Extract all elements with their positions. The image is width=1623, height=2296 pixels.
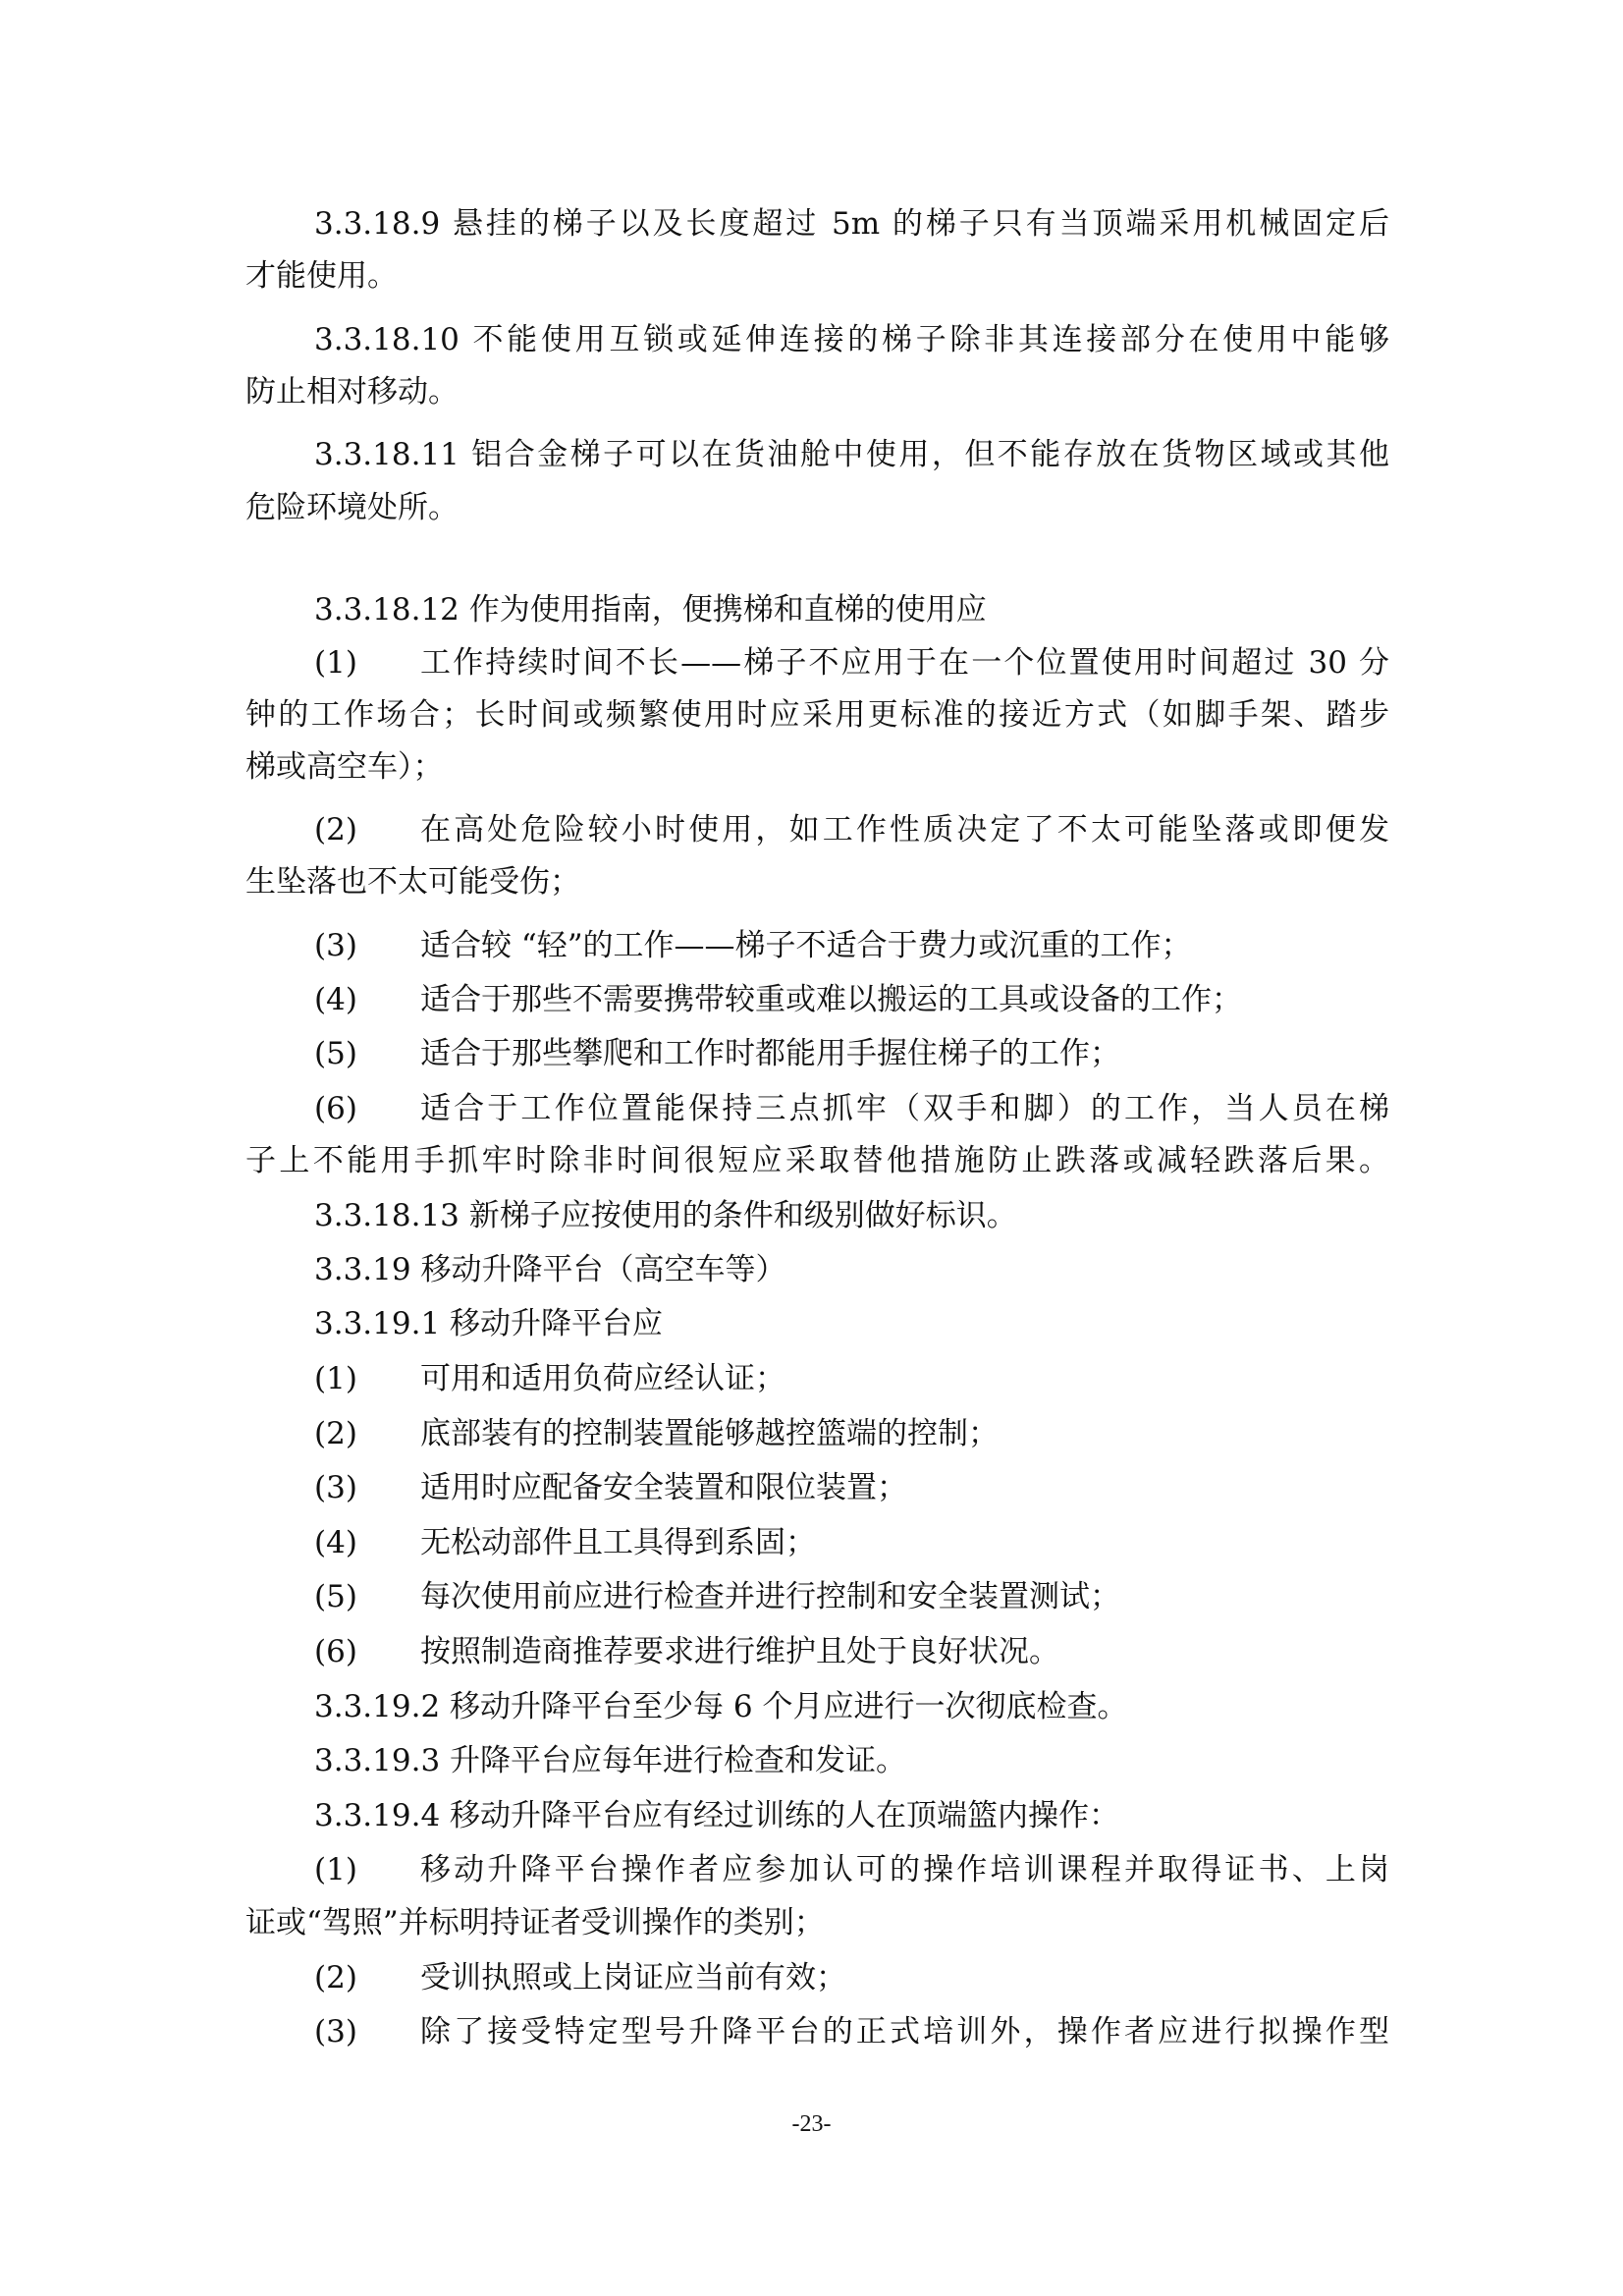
paragraph-line: 子上不能用手抓牢时除非时间很短应采取替他措施防止跌落或减轻跌落后果。: [245, 1143, 1389, 1178]
list-item-text: 在高处危险较小时使用，如工作性质决定了不太可能坠落或即便发: [420, 812, 1389, 847]
list-marker: (3): [314, 1470, 357, 1505]
list-item-text: 无松动部件且工具得到系固；: [420, 1525, 816, 1560]
paragraph-line: 3.3.19.1 移动升降平台应: [314, 1306, 664, 1341]
paragraph-line: 3.3.18.9 悬挂的梯子以及长度超过 5m 的梯子只有当顶端采用机械固定后: [314, 206, 1389, 242]
list-marker: (1): [314, 1852, 357, 1887]
list-item-text: 适用时应配备安全装置和限位装置；: [420, 1470, 907, 1505]
list-marker: (6): [314, 1091, 357, 1126]
list-marker: (2): [314, 1416, 357, 1451]
section-heading: 3.3.19 移动升降平台（高空车等）: [314, 1252, 786, 1287]
paragraph-line: 3.3.19.3 升降平台应每年进行检查和发证。: [314, 1743, 907, 1778]
paragraph-line: 钟的工作场合；长时间或频繁使用时应采用更标准的接近方式（如脚手架、踏步: [245, 697, 1389, 733]
paragraph-line: 3.3.19.4 移动升降平台应有经过训练的人在顶端篮内操作：: [314, 1798, 1120, 1833]
paragraph-line: 梯或高空车）；: [245, 749, 444, 785]
paragraph-line: 防止相对移动。: [245, 374, 459, 410]
list-marker: (1): [314, 1361, 357, 1396]
paragraph-line: 3.3.19.2 移动升降平台至少每 6 个月应进行一次彻底检查。: [314, 1689, 1128, 1724]
list-item-text: 底部装有的控制装置能够越控篮端的控制；: [420, 1416, 999, 1451]
list-marker: (2): [314, 812, 357, 847]
list-item-text: 按照制造商推荐要求进行维护且处于良好状况。: [420, 1634, 1059, 1669]
list-item-text: 每次使用前应进行检查并进行控制和安全装置测试；: [420, 1579, 1120, 1614]
paragraph-line: 生坠落也不太可能受伤；: [245, 864, 580, 900]
list-marker: (6): [314, 1634, 357, 1669]
list-item-text: 适合于工作位置能保持三点抓牢（双手和脚）的工作，当人员在梯: [420, 1091, 1389, 1126]
page-number: -23-: [791, 2111, 832, 2137]
paragraph-line: 才能使用。: [245, 258, 398, 294]
list-marker: (3): [314, 928, 357, 963]
list-item-text: 受训执照或上岗证应当前有效；: [420, 1960, 846, 1995]
paragraph-line: 3.3.18.11 铝合金梯子可以在货油舱中使用，但不能存放在货物区域或其他: [314, 437, 1389, 472]
list-marker: (3): [314, 2014, 357, 2050]
list-item-text: 除了接受特定型号升降平台的正式培训外，操作者应进行拟操作型: [420, 2014, 1389, 2050]
list-item-text: 移动升降平台操作者应参加认可的操作培训课程并取得证书、上岗: [420, 1852, 1389, 1887]
list-marker: (5): [314, 1036, 357, 1071]
list-marker: (5): [314, 1579, 357, 1614]
list-item-text: 工作持续时间不长——梯子不应用于在一个位置使用时间超过 30 分: [420, 645, 1389, 681]
paragraph-line: 证或“驾照”并标明持证者受训操作的类别；: [245, 1905, 825, 1941]
list-marker: (2): [314, 1960, 357, 1995]
list-item-text: 可用和适用负荷应经认证；: [420, 1361, 785, 1396]
list-marker: (4): [314, 1525, 357, 1560]
list-marker: (4): [314, 982, 357, 1017]
paragraph-line: 3.3.18.12 作为使用指南，便携梯和直梯的使用应: [314, 592, 987, 628]
paragraph-line: 危险环境处所。: [245, 490, 459, 525]
list-marker: (1): [314, 645, 357, 681]
list-item-text: 适合于那些不需要携带较重或难以搬运的工具或设备的工作；: [420, 982, 1242, 1017]
paragraph-line: 3.3.18.10 不能使用互锁或延伸连接的梯子除非其连接部分在使用中能够: [314, 322, 1389, 357]
list-item-text: 适合于那些攀爬和工作时都能用手握住梯子的工作；: [420, 1036, 1120, 1071]
list-item-text: 适合较 “轻”的工作——梯子不适合于费力或沉重的工作；: [420, 928, 1192, 963]
paragraph-line: 3.3.18.13 新梯子应按使用的条件和级别做好标识。: [314, 1198, 1017, 1233]
